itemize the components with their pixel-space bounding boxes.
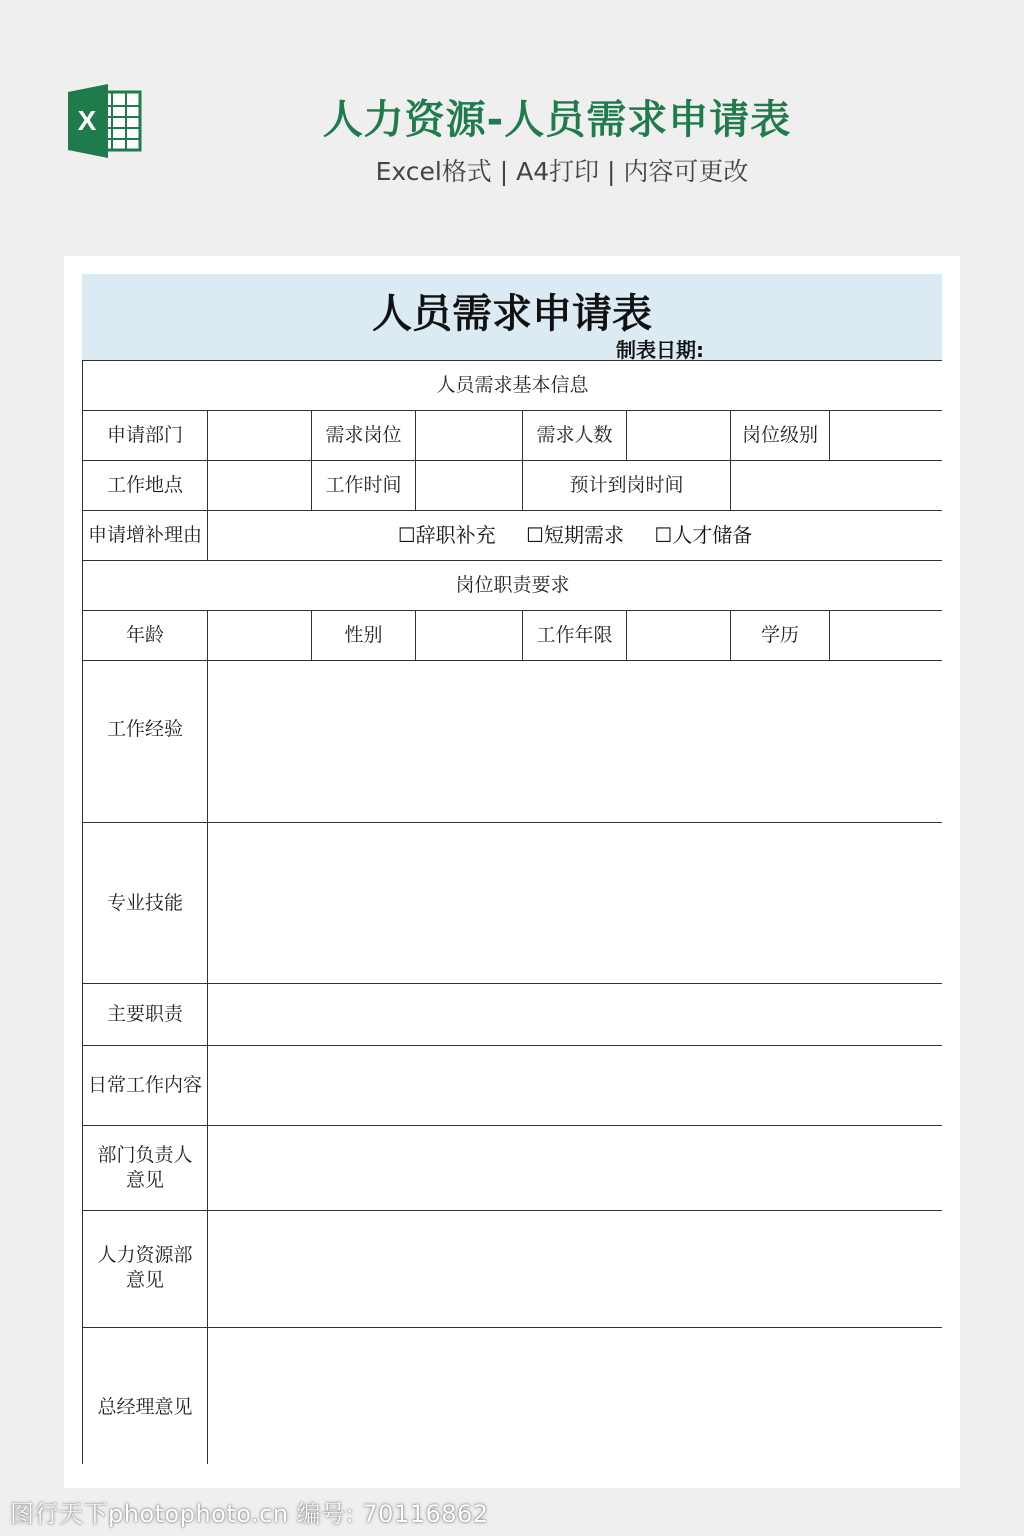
input-headcount[interactable] [627,411,731,461]
label-duties: 主要职责 [83,984,208,1046]
label-age: 年龄 [83,611,208,661]
table-row [83,411,943,461]
form-sheet [82,274,942,1464]
table-row [83,984,943,1046]
date-label: 制表日期: [616,338,704,362]
table-row [83,1328,943,1465]
input-years[interactable] [627,611,731,661]
input-gm-opinion[interactable] [208,1328,943,1465]
input-duties[interactable] [208,984,943,1046]
watermark: 图行天下photophoto.cn 编号: 70116862 [10,1500,489,1528]
label-hr-opinion: 人力资源部 意见 [83,1211,208,1328]
label-reason: 申请增补理由 [83,511,208,561]
input-dept[interactable] [208,411,312,461]
form-title-band [82,274,942,361]
label-dept-opinion: 部门负责人 意见 [83,1126,208,1211]
label-location: 工作地点 [83,461,208,511]
table-row [83,461,943,511]
input-position[interactable] [416,411,523,461]
label-arrival-time: 预计到岗时间 [523,461,731,511]
input-dept-opinion[interactable] [208,1126,943,1211]
form-title: 人员需求申请表 [372,290,652,337]
form-paper [64,256,960,1488]
label-work-time: 工作时间 [312,461,416,511]
label-skills: 专业技能 [83,823,208,984]
table-row [83,511,943,561]
table-row [83,661,943,823]
checkbox-short-term[interactable]: ☐短期需求 [526,523,624,547]
input-gender[interactable] [416,611,523,661]
label-gender: 性别 [312,611,416,661]
requisition-table [82,360,942,1464]
input-experience[interactable] [208,661,943,823]
table-row [83,823,943,984]
page-title: 人力资源-人员需求申请表 [322,97,792,143]
label-level: 岗位级别 [731,411,830,461]
label-gm-opinion: 总经理意见 [83,1328,208,1465]
checkbox-talent-reserve[interactable]: ☐人才储备 [654,523,753,547]
input-location[interactable] [208,461,312,511]
input-skills[interactable] [208,823,943,984]
table-row [83,1046,943,1126]
table-row [83,361,943,411]
table-row [83,561,943,611]
input-daily-work[interactable] [208,1046,943,1126]
section-duty-requirements: 岗位职责要求 [83,561,943,611]
table-row [83,611,943,661]
input-hr-opinion[interactable] [208,1211,943,1328]
label-experience: 工作经验 [83,661,208,823]
label-daily-work: 日常工作内容 [83,1046,208,1126]
input-arrival-time[interactable] [731,461,943,511]
label-position: 需求岗位 [312,411,416,461]
page-subtitle: Excel格式 | A4打印 | 内容可更改 [375,157,749,186]
checkbox-resignation[interactable]: ☐辞职补充 [397,523,496,547]
table-row [83,1211,943,1328]
reason-options [208,511,943,561]
section-basic-info: 人员需求基本信息 [83,361,943,411]
excel-logo-letter: X [77,105,97,136]
input-work-time[interactable] [416,461,523,511]
label-dept: 申请部门 [83,411,208,461]
input-education[interactable] [830,611,943,661]
label-years: 工作年限 [523,611,627,661]
input-age[interactable] [208,611,312,661]
label-education: 学历 [731,611,830,661]
table-row [83,1126,943,1211]
label-headcount: 需求人数 [523,411,627,461]
input-level[interactable] [830,411,943,461]
